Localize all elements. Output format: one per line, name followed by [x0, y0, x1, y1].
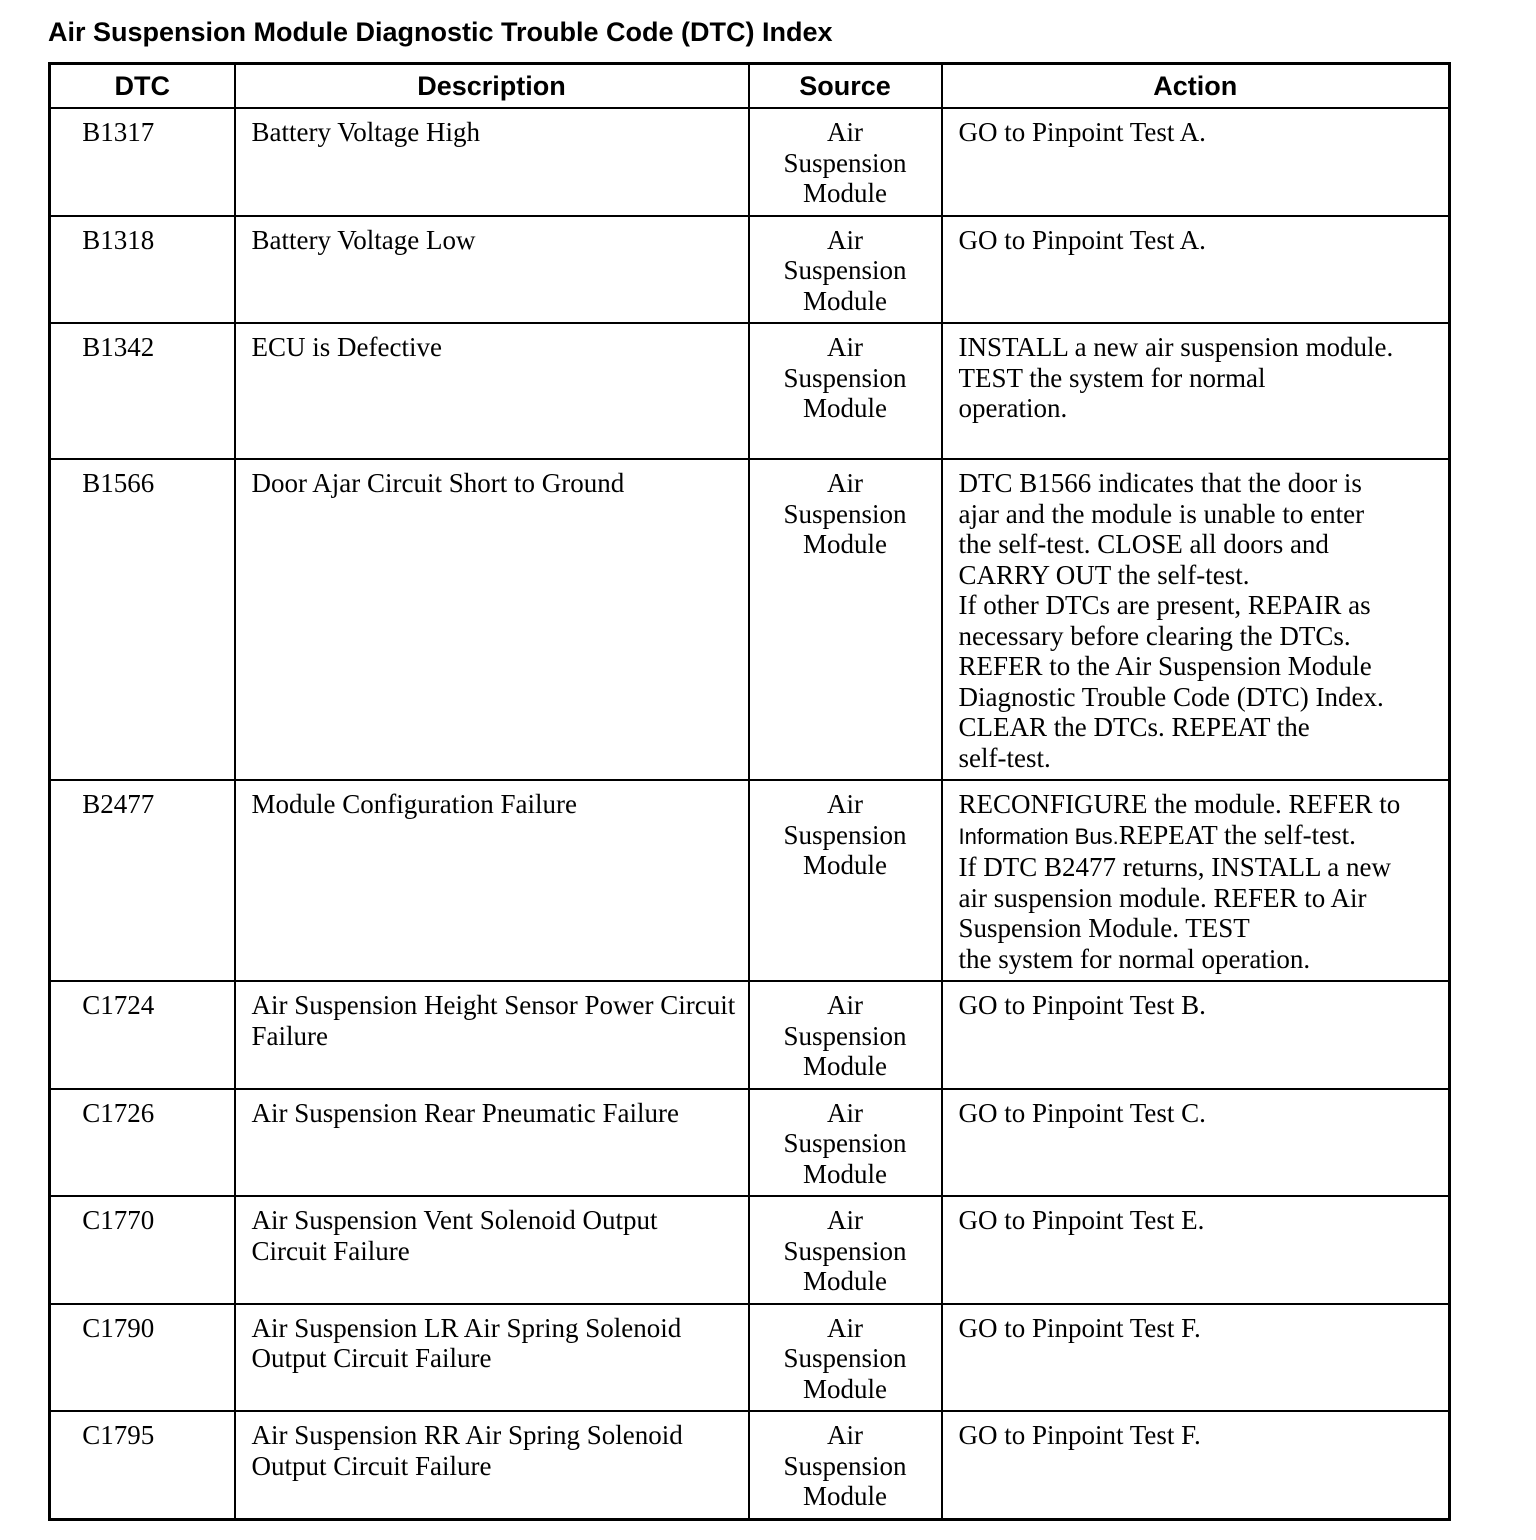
table-row — [50, 1304, 1450, 1412]
dtc-code: C1726 — [50, 1089, 235, 1197]
table-row — [50, 216, 1450, 324]
dtc-action: GO to Pinpoint Test A. — [942, 216, 1450, 324]
source-line: Module — [803, 1051, 887, 1081]
action-text: REPEAT the self-test. — [1118, 819, 1356, 850]
dtc-action — [942, 780, 1450, 981]
dtc-source — [749, 1411, 942, 1519]
table-row — [50, 323, 1450, 459]
column-header-description: Description — [235, 64, 749, 109]
table-row — [50, 1089, 1450, 1197]
source-line: Suspension — [783, 1343, 907, 1373]
source-line: Air — [827, 990, 863, 1020]
dtc-action: GO to Pinpoint Test E. — [942, 1196, 1450, 1304]
dtc-action: GO to Pinpoint Test F. — [942, 1304, 1450, 1412]
table-row — [50, 108, 1450, 216]
dtc-source — [749, 981, 942, 1089]
source-line: Air — [827, 1420, 863, 1450]
dtc-source — [749, 216, 942, 324]
dtc-code: C1770 — [50, 1196, 235, 1304]
dtc-source — [749, 1089, 942, 1197]
dtc-action: INSTALL a new air suspension module. TEST the system for normal operation. — [942, 323, 1450, 459]
dtc-source — [749, 780, 942, 981]
action-text: If DTC B2477 returns, INSTALL a new air suspension module. REFER to Air Suspension Module. TEST the system for normal operation. — [958, 852, 1392, 974]
source-line: Air — [827, 332, 863, 362]
dtc-source — [749, 108, 942, 216]
source-line: Module — [803, 1158, 887, 1189]
column-header-dtc: DTC — [50, 64, 235, 109]
source-line: Module — [803, 178, 887, 208]
source-line: Air — [827, 1205, 863, 1235]
source-line: Module — [803, 850, 887, 880]
source-line: Suspension — [783, 819, 907, 850]
dtc-description: Battery Voltage High — [235, 108, 749, 216]
dtc-source — [749, 323, 942, 459]
dtc-description: Battery Voltage Low — [235, 216, 749, 324]
dtc-action: GO to Pinpoint Test A. — [942, 108, 1450, 216]
dtc-code: C1795 — [50, 1411, 235, 1519]
table-header-row — [50, 64, 1450, 109]
dtc-code: B1318 — [50, 216, 235, 324]
dtc-code: B2477 — [50, 780, 235, 981]
source-line: Air — [827, 117, 863, 147]
dtc-action: DTC B1566 indicates that the door is ajar and the module is unable to enter the self-test. CLOSE all doors and CARRY OUT the self-test. If other DTCs are present, REPAIR as necessary before clearing the DTCs. REFER to the Air Suspension Module Diagnostic Trouble Code (DTC) Index. CLEAR the DTCs. REPEAT the self-test. — [942, 459, 1450, 780]
source-line: Suspension — [783, 1450, 907, 1481]
dtc-description: Air Suspension Vent Solenoid Output Circuit Failure — [235, 1196, 749, 1304]
table-row — [50, 981, 1450, 1089]
source-line: Suspension — [783, 362, 907, 393]
dtc-description: Air Suspension RR Air Spring Solenoid Output Circuit Failure — [235, 1411, 749, 1519]
table-row — [50, 459, 1450, 780]
dtc-code: C1724 — [50, 981, 235, 1089]
source-line: Module — [803, 529, 887, 559]
dtc-code: B1317 — [50, 108, 235, 216]
dtc-description: Door Ajar Circuit Short to Ground — [235, 459, 749, 780]
dtc-source — [749, 459, 942, 780]
source-line: Module — [803, 1373, 887, 1404]
dtc-action: GO to Pinpoint Test B. — [942, 981, 1450, 1089]
dtc-source — [749, 1196, 942, 1304]
dtc-action: GO to Pinpoint Test F. — [942, 1411, 1450, 1519]
action-text: RECONFIGURE the module. REFER to — [958, 789, 1401, 819]
source-line: Suspension — [783, 1235, 907, 1266]
dtc-code: B1342 — [50, 323, 235, 459]
source-line: Air — [827, 789, 863, 819]
dtc-source — [749, 1304, 942, 1412]
source-line: Suspension — [783, 255, 907, 285]
source-line: Module — [803, 285, 887, 316]
table-row — [50, 1411, 1450, 1519]
dtc-description: Air Suspension Height Sensor Power Circuit Failure — [235, 981, 749, 1089]
table-row — [50, 780, 1450, 981]
dtc-code: C1790 — [50, 1304, 235, 1412]
page-title: Air Suspension Module Diagnostic Trouble Code (DTC) Index — [48, 17, 833, 47]
source-line: Air — [827, 1097, 863, 1128]
information-bus-link[interactable]: Information Bus. — [958, 823, 1119, 849]
source-line: Suspension — [783, 498, 907, 529]
dtc-description: Air Suspension Rear Pneumatic Failure — [235, 1089, 749, 1197]
dtc-description: ECU is Defective — [235, 323, 749, 459]
source-line: Module — [803, 1266, 887, 1296]
source-line: Suspension — [783, 1020, 907, 1051]
dtc-index-table — [48, 62, 1451, 1521]
source-line: Suspension — [783, 1128, 907, 1158]
source-line: Air — [827, 468, 863, 498]
source-line: Suspension — [783, 147, 907, 178]
source-line: Module — [803, 393, 887, 423]
table-row — [50, 1196, 1450, 1304]
source-line: Air — [827, 224, 863, 255]
source-line: Module — [803, 1481, 887, 1511]
dtc-code: B1566 — [50, 459, 235, 780]
source-line: Air — [827, 1312, 863, 1343]
dtc-action: GO to Pinpoint Test C. — [942, 1089, 1450, 1197]
dtc-description: Module Configuration Failure — [235, 780, 749, 981]
column-header-action: Action — [942, 64, 1450, 109]
column-header-source: Source — [749, 64, 942, 109]
dtc-description: Air Suspension LR Air Spring Solenoid Output Circuit Failure — [235, 1304, 749, 1412]
